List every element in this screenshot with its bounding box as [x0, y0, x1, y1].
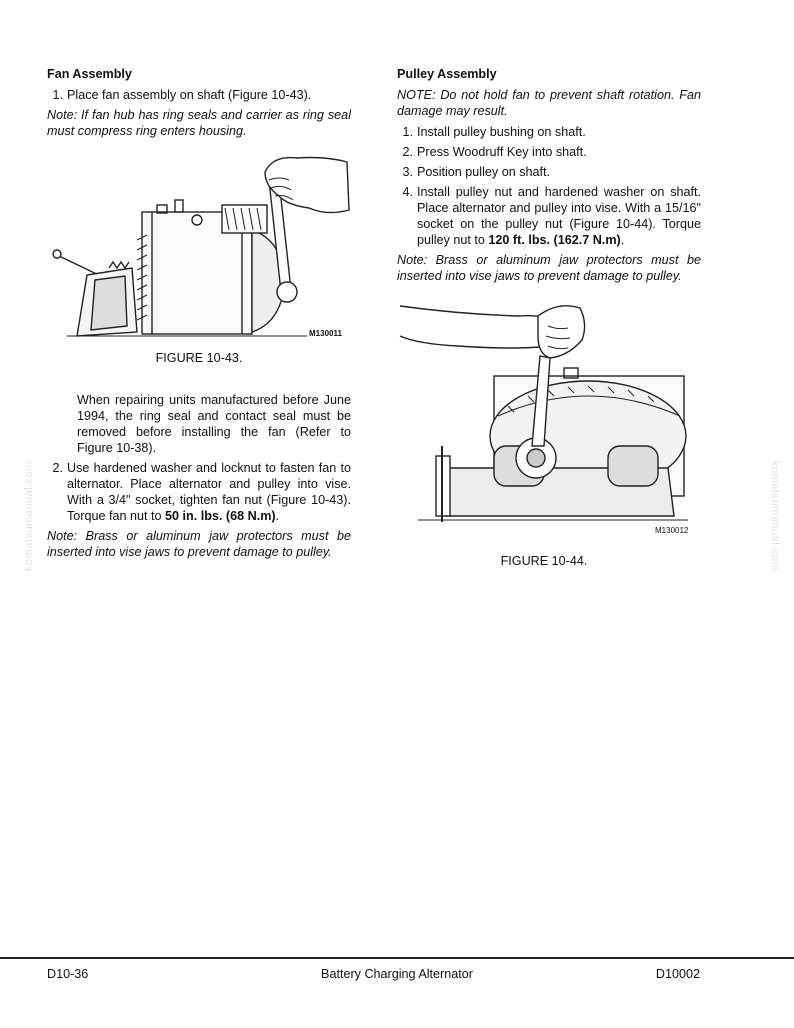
left-column-lower	[47, 392, 351, 560]
figure-10-44-caption: FIGURE 10-44.	[500, 554, 588, 568]
torque-value: 50 in. lbs. (68 N.m)	[165, 509, 276, 523]
list-item	[397, 124, 701, 140]
step-number: 2.	[52, 461, 63, 475]
list-item	[47, 460, 351, 524]
step-number: 4.	[402, 185, 413, 199]
jaw-protector-note: Note: Brass or aluminum jaw protectors must be inserted into vise jaws to prevent damage to pulley.	[397, 253, 701, 283]
step-text: Install pulley bushing on shaft.	[417, 125, 586, 139]
list-item	[47, 87, 351, 103]
step-text-end: .	[275, 509, 280, 523]
pulley-steps-list	[397, 124, 701, 248]
fan-steps-list	[47, 87, 351, 103]
watermark-right: komatsumanual.com	[769, 461, 781, 571]
step-number: 2.	[402, 145, 413, 159]
step-text: Position pulley on shaft.	[417, 165, 551, 179]
step-number: 1.	[402, 125, 413, 139]
figure-10-43-caption: FIGURE 10-43.	[155, 351, 243, 365]
figure-10-43-illustration	[47, 150, 353, 345]
step-text-main: Use hardened washer and locknut to fasten fan to alternator. Place alternator and pulley into vise. With a 3/4" socket, tighten fan nut (Figure 10-43). Torque fan nut to	[67, 461, 351, 523]
step-text	[67, 460, 351, 524]
fan-paragraph: When repairing units manufactured before June 1994, the ring seal and contact seal must be removed before installing the fan (Refer to Figure 10-38).	[77, 393, 351, 455]
fan-note: Note: If fan hub has ring seals and carrier as ring seal must compress ring enters housing.	[47, 108, 351, 138]
list-item	[397, 144, 701, 160]
step-text-end: .	[620, 233, 625, 247]
fan-steps-list-2	[47, 460, 351, 524]
footer-page-number: D10-36	[47, 967, 89, 981]
step-text	[417, 184, 701, 248]
torque-value: 120 ft. lbs. (162.7 N.m)	[488, 233, 621, 247]
right-column	[397, 66, 701, 284]
left-column	[47, 66, 351, 139]
step-text-main: Install pulley nut and hardened washer on shaft. Place alternator and pulley into vise. With a 15/16" socket on the pulley nut (Figure 10-44). Torque pulley nut to	[417, 185, 701, 247]
figure-10-43-code: M130011	[309, 329, 342, 338]
step-text: Press Woodruff Key into shaft.	[417, 145, 587, 159]
fan-assembly-heading: Fan Assembly	[47, 67, 132, 81]
figure-10-44-illustration	[398, 296, 704, 534]
pulley-assembly-heading: Pulley Assembly	[397, 67, 497, 81]
list-item	[397, 164, 701, 180]
figure-10-44-code: M130012	[655, 526, 689, 535]
step-number: 3.	[402, 165, 413, 179]
watermark-left: komatsumanual.com	[23, 461, 35, 571]
footer-divider	[0, 957, 794, 959]
list-item	[397, 184, 701, 248]
step-number: 1.	[52, 88, 63, 102]
footer-title: Battery Charging Alternator	[321, 967, 473, 981]
pulley-note: NOTE: Do not hold fan to prevent shaft rotation. Fan damage may result.	[397, 88, 701, 118]
step-text: Place fan assembly on shaft (Figure 10-43).	[67, 88, 312, 102]
footer-doc-number: D10002	[655, 967, 700, 981]
jaw-protector-note: Note: Brass or aluminum jaw protectors must be inserted into vise jaws to prevent damage to pulley.	[47, 529, 351, 559]
